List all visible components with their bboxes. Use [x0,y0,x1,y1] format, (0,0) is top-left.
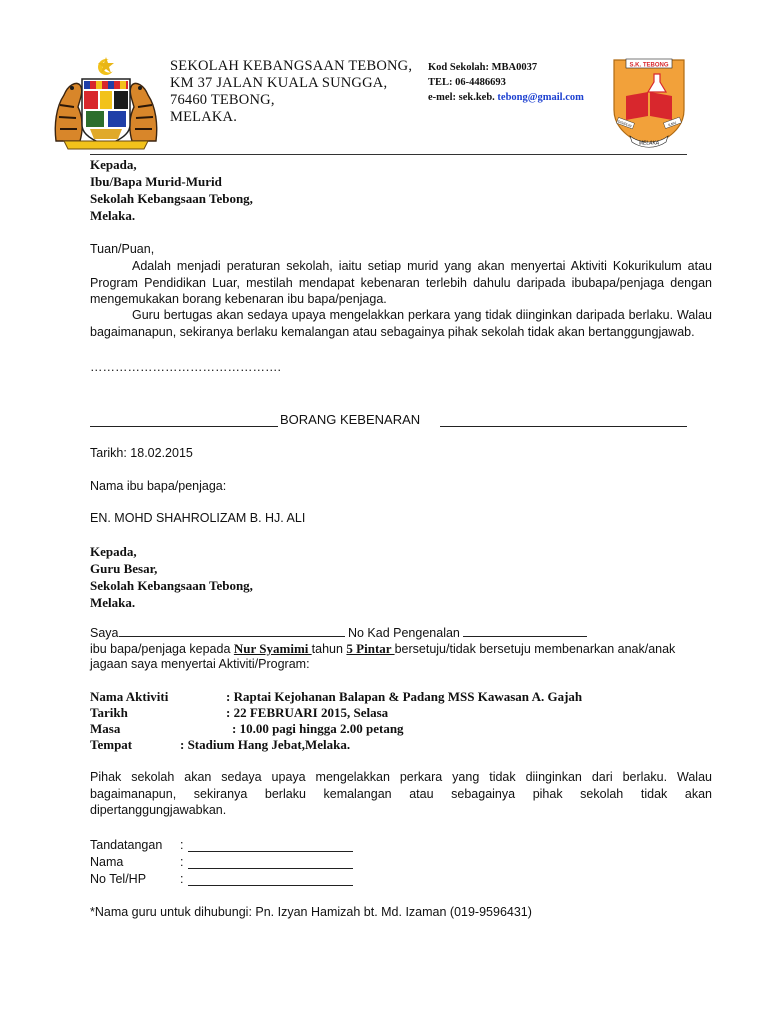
teacher-contact-note: *Nama guru untuk dihubungi: Pn. Izyan Hamizah bt. Md. Izaman (019-9596431) [90,905,532,919]
name-field[interactable] [188,857,353,869]
coat-of-arms-logo [50,55,162,151]
ic-number-blank[interactable] [463,625,587,637]
ic-label: No Kad Pengenalan [344,626,464,640]
phone-colon: : [180,872,184,886]
name-colon: : [180,855,184,869]
consent-suffix: bersetuju/tidak bersetuju membenarkan anak/anak [394,642,676,656]
address-kepada: Kepada, [90,157,137,172]
detail-value-date: : 22 FEBRUARI 2015, Selasa [226,705,389,720]
address-state: Melaka. [90,208,136,223]
crest-star-moon-icon [98,57,116,75]
intro-paragraph-text: Adalah menjadi peraturan sekolah, iaitu setiap murid yang akan menyertai Aktiviti Kokurikulum atau Program Pendidikan Luar, mestilah mendapat kebenaran terlebih dahulu daripada ibubapa/penjaga dengan mengemukakan borang kebenaran ibu bapa/penjaga. [90,259,712,306]
phone-label: No Tel/HP [90,872,147,886]
signature-colon: : [180,838,184,852]
intro-paragraph [90,258,712,308]
consent-tahun: tahun [311,642,347,656]
detail-value-activity: : Raptai Kejohanan Balapan & Padang MSS Kawasan A. Gajah [226,689,583,704]
consent-saya: Saya [90,626,119,640]
address2-recipient: Guru Besar, [90,561,158,576]
salutation: Tuan/Puan, [90,242,155,256]
school-email [428,92,584,103]
liability-paragraph [90,307,712,340]
form-title: BORANG KEBENARAN [280,412,421,427]
email-label: e-mel: sek.keb. [428,92,495,103]
crest-shield-icon [82,79,130,145]
badge-right-text: ILMU [667,120,677,128]
crest-tiger-right-icon [130,83,157,141]
header-divider [90,154,687,155]
address2-school: Sekolah Kebangsaan Tebong, [90,578,253,593]
title-rule-left [90,426,278,427]
badge-title-text: S.K. TEBONG [629,62,669,69]
parent-name-label: Nama ibu bapa/penjaga: [90,479,227,493]
consent-line-3: jagaan saya menyertai Aktiviti/Program: [90,657,310,671]
address-school: Sekolah Kebangsaan Tebong, [90,191,253,206]
crest-tiger-left-icon [55,83,82,141]
parent-name-value: EN. MOHD SHAHROLIZAM B. HJ. ALI [90,511,306,525]
badge-state-text: MELAKA [638,140,660,147]
detail-label-date: Tarikh [90,705,128,720]
school-postcode-line: 76460 TEBONG, [170,92,275,108]
crest-motto-scroll [64,141,148,149]
name-label: Nama [90,855,124,869]
school-address-line: KM 37 JALAN KUALA SUNGGA, [170,75,388,91]
form-date: Tarikh: 18.02.2015 [90,446,193,460]
closing-paragraph: Pihak sekolah akan sedaya upaya mengelakkan perkara yang tidak diinginkan dari berlaku. Walau bagaimanapun, sekiranya berlaku kemalangan atau sebagainya pihak sekolah tidak akan dipertanggungjawabkan. [90,770,712,817]
school-badge-logo [610,56,688,150]
detail-label-time: Masa [90,721,121,736]
school-phone: TEL: 06-4486693 [428,77,506,88]
detail-value-time: : 10.00 pagi hingga 2.00 petang [232,721,404,736]
address2-state: Melaka. [90,595,136,610]
detail-value-venue: : Stadium Hang Jebat,Melaka. [180,737,351,752]
consent-prefix: ibu bapa/penjaga kepada [90,642,234,656]
pupil-class: 5 Pintar [346,641,395,656]
signature-label: Tandatangan [90,838,163,852]
liability-paragraph-text: Guru bertugas akan sedaya upaya mengelakkan perkara yang tidak diinginkan daripada berlaku. Walau bagaimanapun, sekiranya berlaku kemalangan atau sebagainya pihak sekolah tidak akan bertanggungjawab. [90,308,712,339]
school-state-line: MELAKA. [170,109,238,125]
detail-label-venue: Tempat [90,737,133,752]
title-rule-right [440,426,687,427]
address-recipient: Ibu/Bapa Murid-Murid [90,174,222,189]
parent-name-blank[interactable] [119,625,345,637]
badge-left-text: DISIPLIN [617,119,633,129]
signature-field[interactable] [188,840,353,852]
address2-kepada: Kepada, [90,544,137,559]
consent-line-2 [90,641,675,657]
school-name: SEKOLAH KEBANGSAAN TEBONG, [170,58,413,74]
detail-label-activity: Nama Aktiviti [90,689,169,704]
school-code: Kod Sekolah: MBA0037 [428,62,538,73]
phone-field[interactable] [188,874,353,886]
pupil-name: Nur Syamimi [233,641,312,656]
email-link[interactable]: tebong@gmail.com [497,92,584,103]
consent-line-1 [90,625,587,640]
cut-line: ………………………………………. [90,360,281,374]
